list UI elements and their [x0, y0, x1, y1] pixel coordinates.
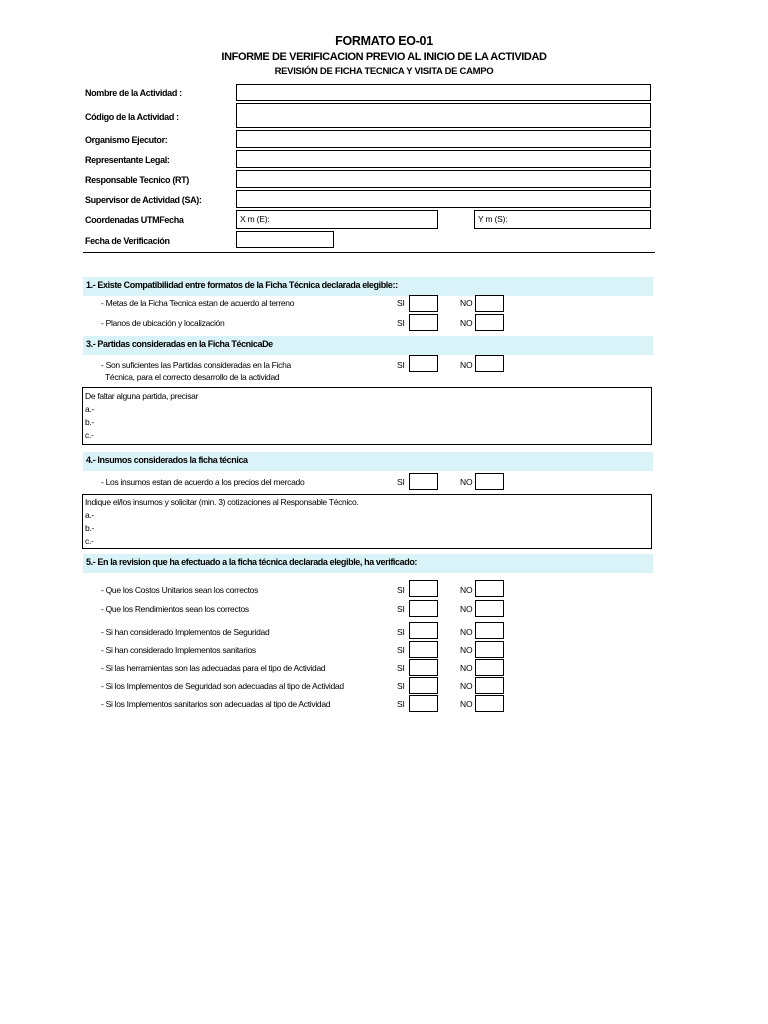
label-responsable: Responsable Tecnico (RT): [85, 175, 189, 185]
s3-item-line2: Técnica, para el correcto desarrollo de la actividad: [105, 372, 280, 382]
s5-item-4-si-checkbox[interactable]: [409, 641, 438, 658]
label-organismo: Organismo Ejecutor:: [85, 135, 168, 145]
supervisor-field[interactable]: [236, 190, 651, 208]
si-label: SI: [397, 645, 405, 655]
s1-item-2-no-checkbox[interactable]: [475, 314, 504, 331]
s5-item-1-no-checkbox[interactable]: [475, 580, 504, 597]
organismo-field[interactable]: [236, 130, 651, 148]
nombre-field[interactable]: [236, 84, 651, 101]
s5-item-7-si-checkbox[interactable]: [409, 695, 438, 712]
s5-item-6-no-checkbox[interactable]: [475, 677, 504, 694]
s1-item-1-no-checkbox[interactable]: [475, 295, 504, 312]
s4-notes-area[interactable]: [82, 494, 652, 549]
si-label: SI: [397, 477, 405, 487]
no-label: NO: [460, 477, 473, 487]
s5-item-7-no-checkbox[interactable]: [475, 695, 504, 712]
s4-item-no-checkbox[interactable]: [475, 473, 504, 490]
fecha-field[interactable]: [236, 231, 334, 248]
s5-item-3-si-checkbox[interactable]: [409, 622, 438, 639]
s5-item-label: - Que los Costos Unitarios sean los correctos: [101, 585, 259, 595]
s3-item-line1: - Son suficientes las Partidas consideradas en la Ficha: [101, 360, 291, 370]
no-label: NO: [460, 298, 473, 308]
section-3-header: 3.- Partidas consideradas en la Ficha TécnicaDe: [83, 336, 653, 355]
si-label: SI: [397, 318, 405, 328]
no-label: NO: [460, 699, 473, 709]
s3-item-si-checkbox[interactable]: [409, 355, 438, 372]
s5-item-label: - Si las herramientas son las adecuadas para el tipo de Actividad: [101, 663, 326, 673]
s5-item-label: - Si los Implementos sanitarios son adecuadas al tipo de Actividad: [101, 699, 331, 709]
section-1-header: 1.- Existe Compatibilidad entre formatos de la Ficha Técnica declarada elegible::: [83, 277, 653, 296]
s3-item-no-checkbox[interactable]: [475, 355, 504, 372]
label-coordenadas: Coordenadas UTMFecha: [85, 215, 184, 225]
x-coordinate-field[interactable]: X m (E):: [236, 210, 438, 229]
s5-item-1-si-checkbox[interactable]: [409, 580, 438, 597]
si-label: SI: [397, 681, 405, 691]
form-code: FORMATO EO-01: [335, 34, 433, 48]
si-label: SI: [397, 585, 405, 595]
s5-item-5-si-checkbox[interactable]: [409, 659, 438, 676]
s5-item-2-si-checkbox[interactable]: [409, 600, 438, 617]
no-label: NO: [460, 360, 473, 370]
no-label: NO: [460, 318, 473, 328]
si-label: SI: [397, 699, 405, 709]
s5-item-label: - Si han considerado Implementos sanitarios: [101, 645, 256, 655]
label-codigo: Código de la Actividad :: [85, 112, 179, 122]
s1-item-label: - Metas de la Ficha Tecnica estan de acuerdo al terreno: [101, 298, 295, 308]
s5-item-label: - Si los Implementos de Seguridad son adecuadas al tipo de Actividad: [101, 681, 344, 691]
s4-note-c: c.-: [85, 536, 94, 546]
s3-note-a: a.-: [85, 404, 95, 414]
s4-item-label: - Los insumos estan de acuerdo a los precios del mercado: [101, 477, 305, 487]
no-label: NO: [460, 585, 473, 595]
no-label: NO: [460, 645, 473, 655]
representante-field[interactable]: [236, 150, 651, 168]
divider: [83, 252, 655, 253]
s5-item-3-no-checkbox[interactable]: [475, 622, 504, 639]
no-label: NO: [460, 604, 473, 614]
y-coordinate-field[interactable]: Y m (S):: [474, 210, 651, 229]
s5-item-label: - Que los Rendimientos sean los correctos: [101, 604, 249, 614]
si-label: SI: [397, 604, 405, 614]
s3-notes-area[interactable]: [82, 387, 652, 445]
s5-item-5-no-checkbox[interactable]: [475, 659, 504, 676]
s5-item-label: - Si han considerado Implementos de Seguridad: [101, 627, 270, 637]
section-5-header: 5.- En la revision que ha efectuado a la ficha técnica declarada elegible, ha verificado:: [83, 554, 653, 573]
s4-note-heading: Indique el/los insumos y solicitar (min. 3) cotizaciones al Responsable Técnico.: [85, 497, 359, 507]
s4-note-a: a.-: [85, 510, 95, 520]
label-nombre: Nombre de la Actividad :: [85, 88, 182, 98]
s1-item-1-si-checkbox[interactable]: [409, 295, 438, 312]
no-label: NO: [460, 681, 473, 691]
form-title: INFORME DE VERIFICACION PREVIO AL INICIO DE LA ACTIVIDAD: [221, 51, 547, 63]
s3-note-b: b.-: [85, 417, 95, 427]
s5-item-2-no-checkbox[interactable]: [475, 600, 504, 617]
s4-note-b: b.-: [85, 523, 95, 533]
si-label: SI: [397, 627, 405, 637]
no-label: NO: [460, 627, 473, 637]
label-supervisor: Supervisor de Actividad (SA):: [85, 195, 202, 205]
s3-note-heading: De faltar alguna partida, precisar: [85, 391, 199, 401]
s5-item-4-no-checkbox[interactable]: [475, 641, 504, 658]
no-label: NO: [460, 663, 473, 673]
label-fecha: Fecha de Verificación: [85, 236, 170, 246]
label-representante: Representante Legal:: [85, 155, 170, 165]
si-label: SI: [397, 298, 405, 308]
s3-note-c: c.-: [85, 430, 94, 440]
s1-item-2-si-checkbox[interactable]: [409, 314, 438, 331]
si-label: SI: [397, 360, 405, 370]
responsable-field[interactable]: [236, 170, 651, 188]
s5-item-6-si-checkbox[interactable]: [409, 677, 438, 694]
codigo-field[interactable]: [236, 103, 651, 128]
s1-item-label: - Planos de ubicación y localización: [101, 318, 225, 328]
s4-item-si-checkbox[interactable]: [409, 473, 438, 490]
section-4-header: 4.- Insumos considerados la ficha técnica: [83, 452, 653, 471]
si-label: SI: [397, 663, 405, 673]
form-subtitle: REVISIÓN DE FICHA TECNICA Y VISITA DE CAMPO: [274, 66, 494, 77]
